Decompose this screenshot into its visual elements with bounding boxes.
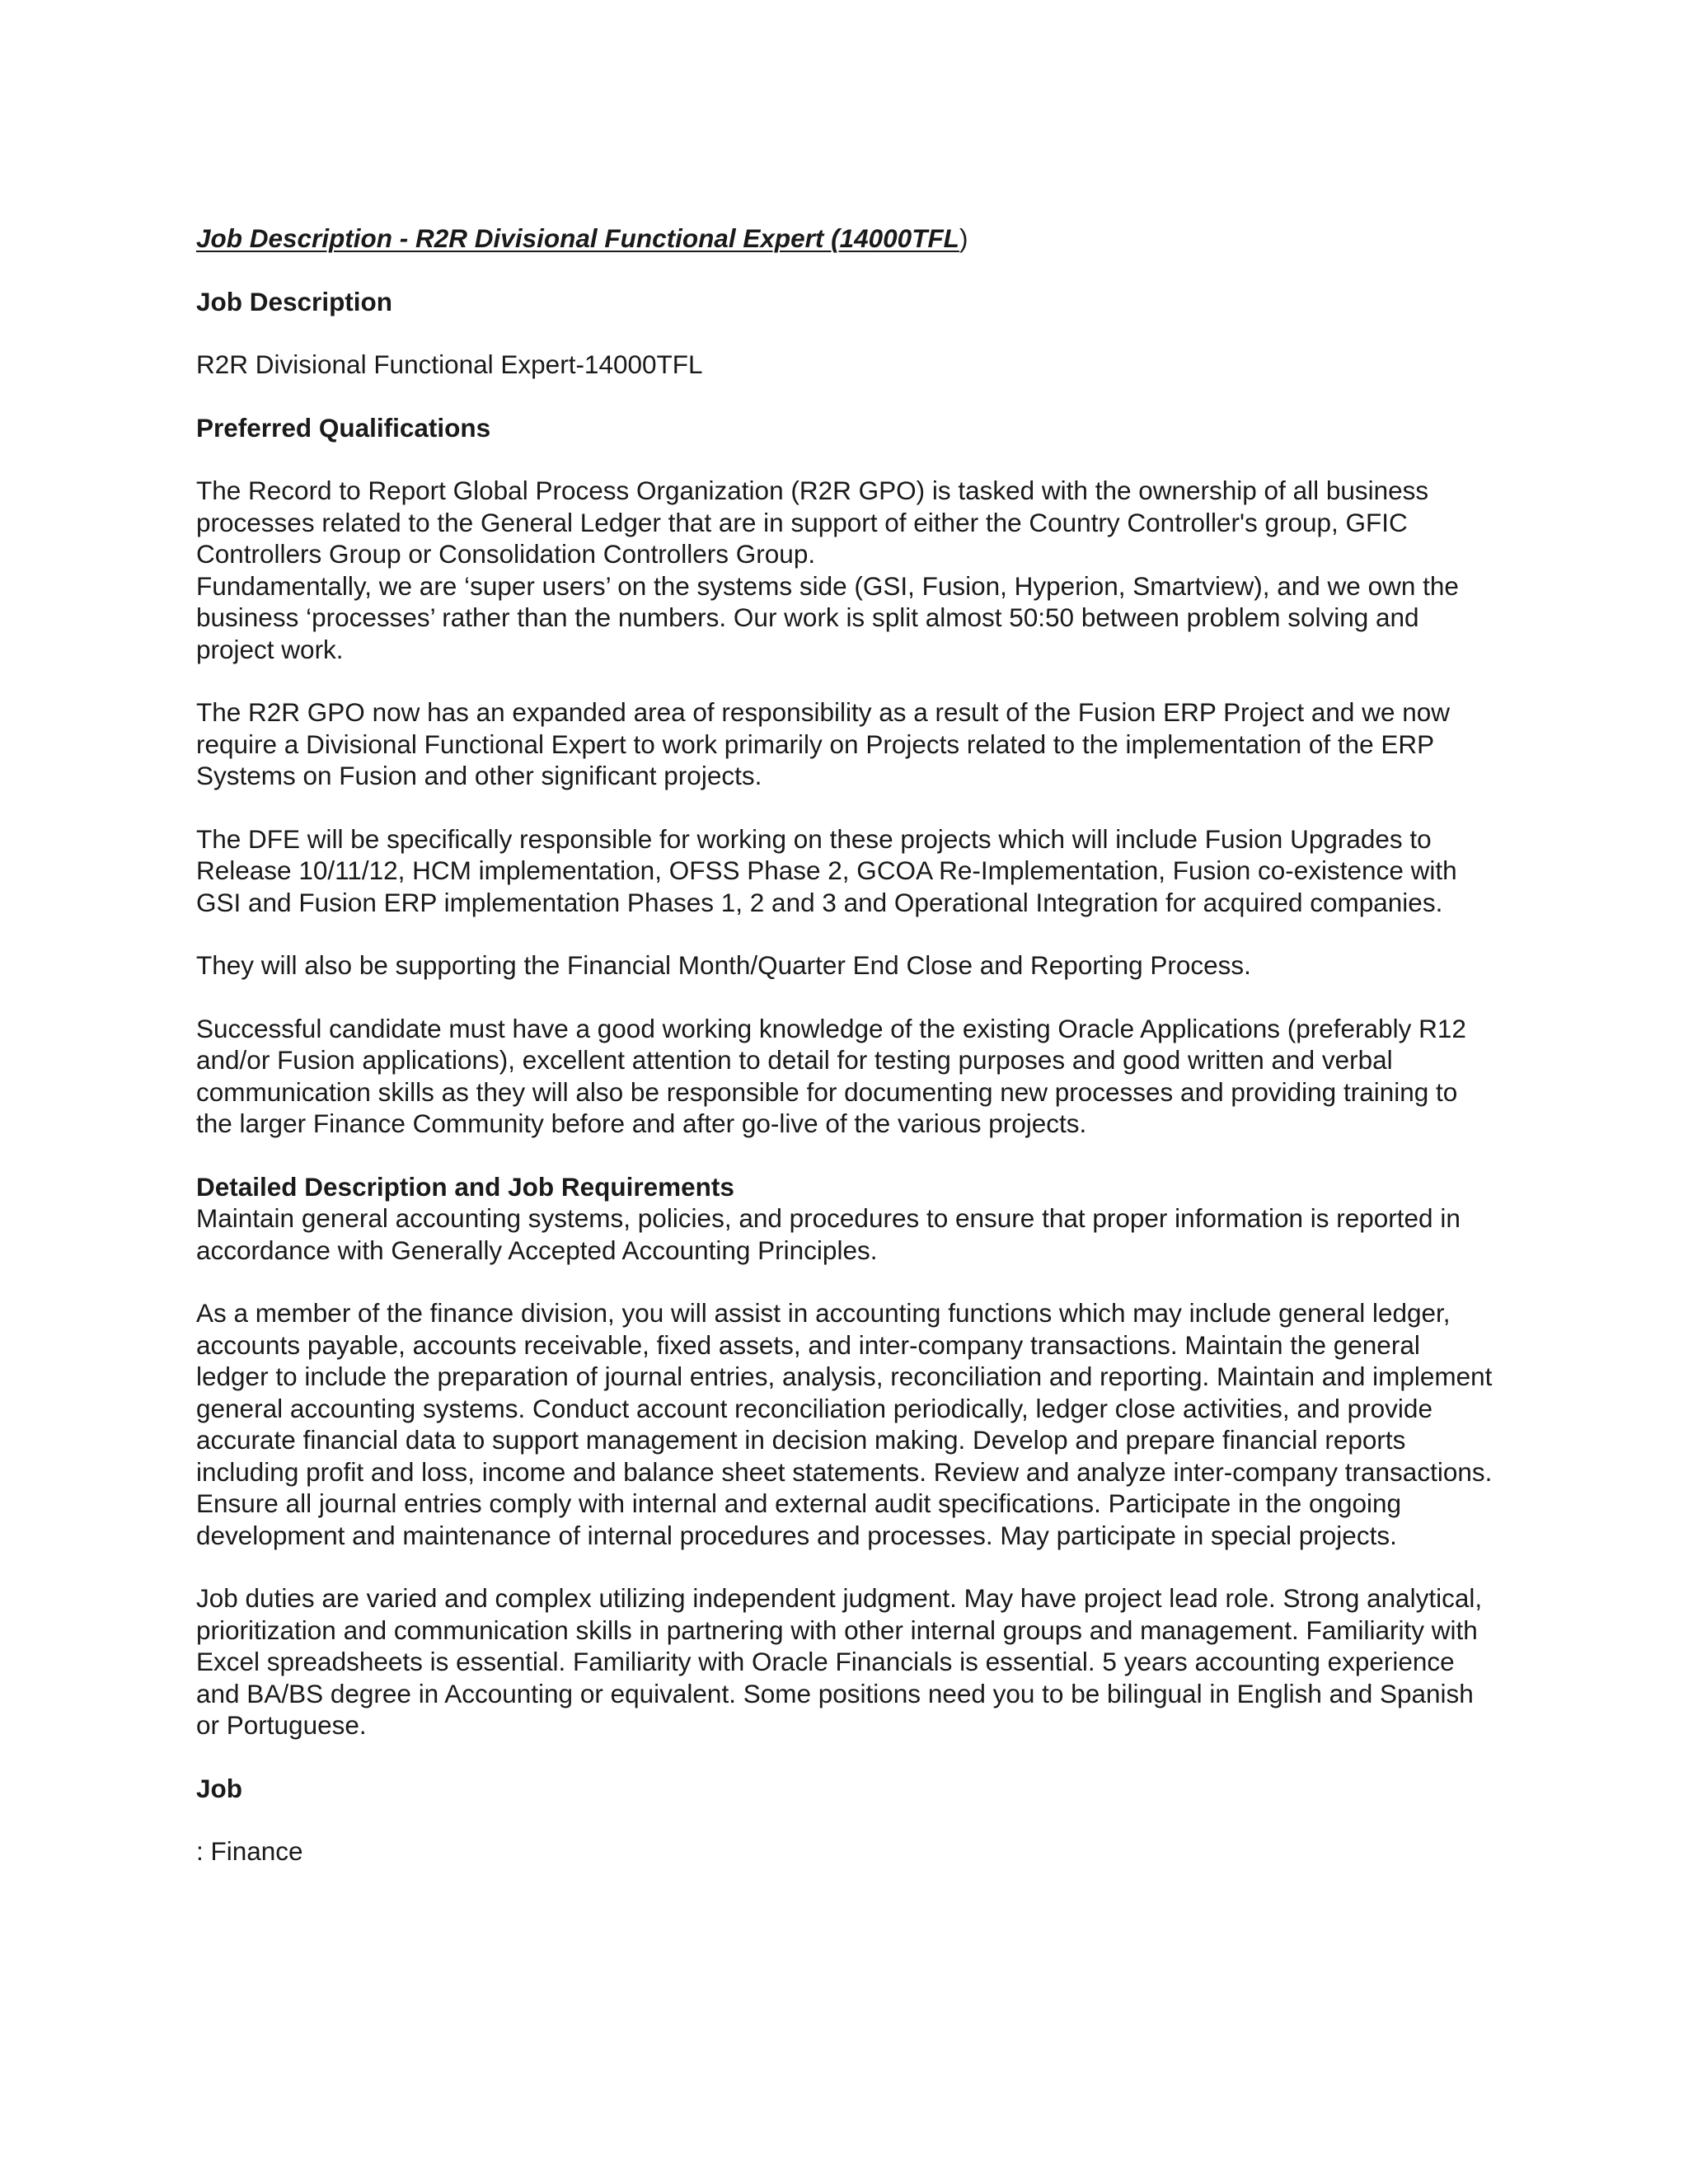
paragraph-job-duties: Job duties are varied and complex utilizing independent judgment. May have project lead role. Strong analytical, prioritization and communication skills in partnering with other internal groups and management. Familiarity with Excel spreadsheets is essential. Familiarity with Oracle Financials is essential. 5 years accounting experience and BA/BS degree in Accounting or equivalent. Some positions need you to be bilingual in English and Spanish or Portuguese.	[196, 1583, 1483, 1740]
paragraph-super-users: Fundamentally, we are ‘super users’ on the systems side (GSI, Fusion, Hyperion, Smartview), and we own the business ‘processes’ rather than the numbers. Our work is split almost 50:50 between problem solving and project work.	[196, 570, 1459, 664]
document-title-text: Job Description - R2R Divisional Functional Expert (14000TFL	[196, 223, 959, 253]
paragraph-gpo-ownership: The Record to Report Global Process Organization (R2R GPO) is tasked with the ownership of all business processes related to the General Ledger that are in support of either the Country Controller's group, GFIC Controllers Group or Consolidation Controllers Group.	[196, 476, 1429, 569]
paragraph-close-process: They will also be supporting the Financial Month/Quarter End Close and Reporting Process.	[196, 950, 1251, 980]
job-description-text: R2R Divisional Functional Expert-14000TFL	[196, 349, 703, 379]
document-title-close-paren: )	[959, 223, 968, 253]
preferred-qualifications-heading: Preferred Qualifications	[196, 412, 491, 443]
paragraph-dfe-projects: The DFE will be specifically responsible for working on these projects which will include Fusion Upgrades to Release 10/11/12, HCM implementation, OFSS Phase 2, GCOA Re-Implementation, Fusion co-existence with GSI and Fusion ERP implementation Phases 1, 2 and 3 and Operational Integration for acquired companies.	[196, 823, 1457, 917]
job-category-value: : Finance	[196, 1836, 303, 1866]
paragraph-maintain-accounting: Maintain general accounting systems, policies, and procedures to ensure that proper information is reported in accordance with Generally Accepted Accounting Principles.	[196, 1203, 1461, 1265]
paragraph-finance-member: As a member of the finance division, you will assist in accounting functions which may include general ledger, accounts payable, accounts receivable, fixed assets, and inter-company transactions. Maintain the general ledger to include the preparation of journal entries, analysis, reconciliation and reporting. Maintain and implement general accounting systems. Conduct account reconciliation periodically, ledger close activities, and provide accurate financial data to support management in decision making. Develop and prepare financial reports including profit and loss, income and balance sheet statements. Review and analyze inter-company transactions. Ensure all journal entries comply with internal and external audit specifications. Participate in the ongoing development and maintenance of internal procedures and processes. May participate in special projects.	[196, 1298, 1493, 1550]
paragraph-expanded-responsibility: The R2R GPO now has an expanded area of responsibility as a result of the Fusion ERP Project and we now require a Divisional Functional Expert to work primarily on Projects related to the implementation of the ERP Systems on Fusion and other significant projects.	[196, 697, 1450, 790]
paragraph-candidate-requirements: Successful candidate must have a good working knowledge of the existing Oracle Applications (preferably R12 and/or Fusion applications), excellent attention to detail for testing purposes and good written and verbal communication skills as they will also be responsible for documenting new processes and providing training to the larger Finance Community before and after go-live of the various projects.	[196, 1013, 1466, 1138]
job-description-heading: Job Description	[196, 286, 393, 316]
job-heading: Job	[196, 1773, 243, 1803]
document-title	[196, 223, 1498, 255]
document-body	[196, 223, 1498, 1868]
detailed-description-heading: Detailed Description and Job Requirements	[196, 1171, 734, 1202]
